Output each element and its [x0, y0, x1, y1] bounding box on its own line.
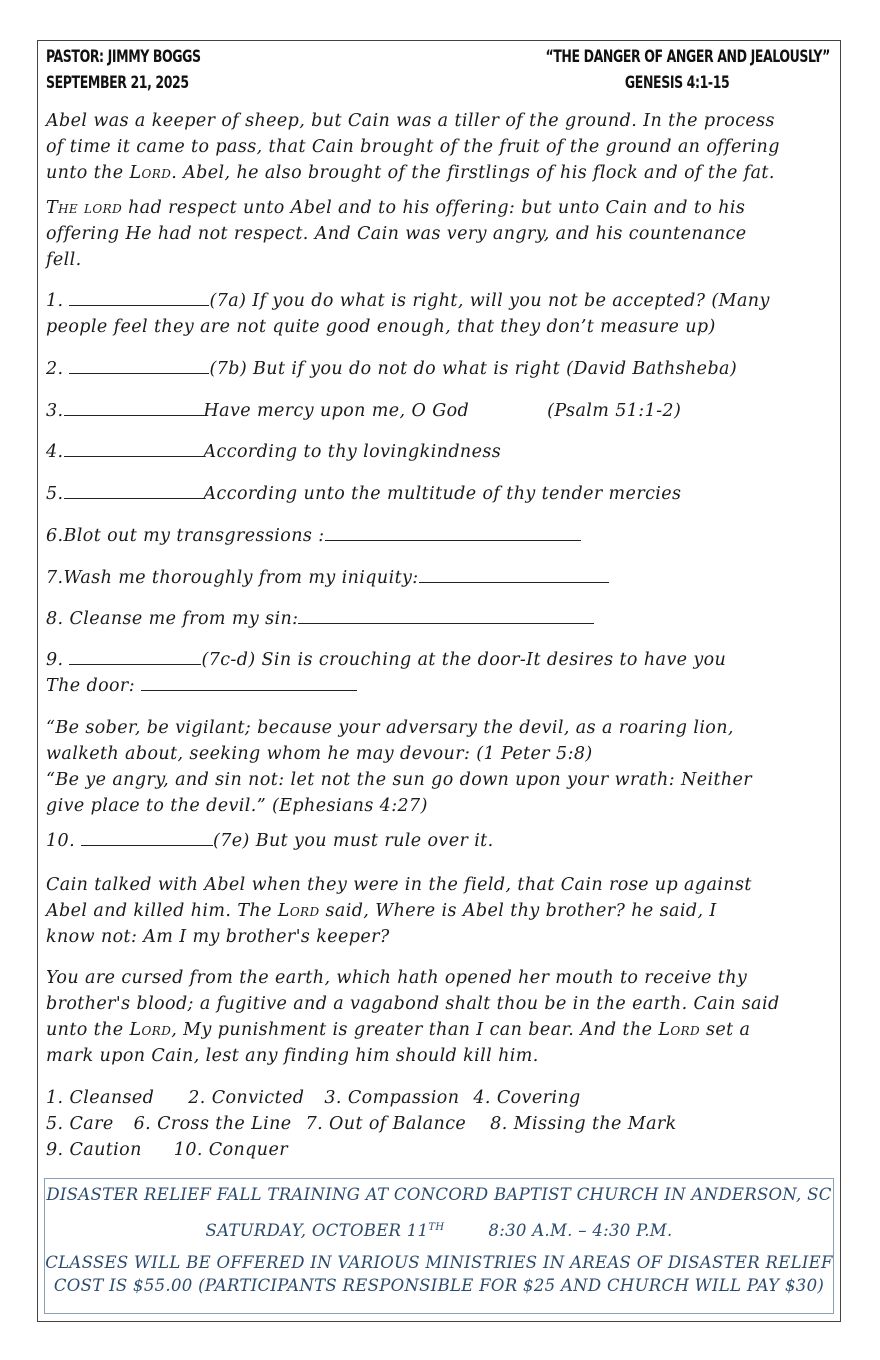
answer: 4. Covering	[473, 1088, 581, 1108]
intro-line: fell.	[46, 250, 82, 270]
quote-line: “Be sober, be vigilant; because your adversary the devil, as a roaring lion,	[46, 718, 734, 738]
answers-row-1	[46, 1085, 836, 1111]
story-line: Abel and killed him. The Lord said, Where is Abel thy brother? he said, I	[46, 901, 717, 921]
point-2: 2. (7b) But if you do not do what is right (David Bathsheba)	[46, 359, 738, 379]
quote-line: give place to the devil.” (Ephesians 4:27)	[46, 796, 428, 816]
intro-line: offering He had not respect. And Cain was very angry, and his countenance	[46, 224, 747, 244]
answer: 7. Out of Balance	[305, 1114, 467, 1134]
quote-line: walketh about, seeking whom he may devour: (1 Peter 5:8)	[46, 744, 593, 764]
point-3: 3. Have mercy upon me, O God (Psalm 51:1-2)	[46, 401, 682, 421]
story-line: know not: Am I my brother's keeper?	[46, 927, 390, 947]
fill-blank[interactable]	[81, 830, 213, 846]
point-1-cont: people feel they are not quite good enough, that they don’t measure up)	[46, 317, 716, 337]
answer: 3. Compassion	[324, 1088, 460, 1108]
fill-blank[interactable]	[141, 675, 357, 691]
fill-blank[interactable]	[298, 608, 594, 624]
answer: 8. Missing the Mark	[490, 1114, 677, 1134]
pastor-name: PASTOR: JIMMY BOGGS	[46, 47, 201, 67]
fill-blank[interactable]	[419, 567, 609, 583]
curse-line: mark upon Cain, lest any finding him should kill him.	[46, 1046, 539, 1066]
point-5: 5. According unto the multitude of thy tender mercies	[46, 484, 682, 504]
announcement-cost: COST IS $55.00 (PARTICIPANTS RESPONSIBLE FOR $25 AND CHURCH WILL PAY $30)	[53, 1276, 825, 1295]
sermon-title: “THE DANGER OF ANGER AND JEALOUSLY”	[545, 47, 830, 67]
point-8: 8. Cleanse me from my sin:	[46, 606, 836, 632]
answers-row-2	[46, 1111, 836, 1137]
announcement-date: SATURDAY, OCTOBER 11TH 8:30 A.M. – 4:30 P.M.	[205, 1221, 673, 1240]
answer: 9. Caution	[46, 1140, 142, 1160]
answer: 2. Convicted	[188, 1088, 305, 1108]
point-6: 6.Blot out my transgressions :	[46, 523, 836, 549]
point-7: 7.Wash me thoroughly from my iniquity:	[46, 565, 836, 591]
fill-blank[interactable]	[325, 525, 581, 541]
curse-line: brother's blood; a fugitive and a vagabond shalt thou be in the earth. Cain said	[46, 994, 780, 1014]
answer: 5. Care	[46, 1114, 114, 1134]
sermon-date: SEPTEMBER 21, 2025	[46, 73, 189, 93]
fill-blank[interactable]	[69, 649, 201, 665]
announcement-title: DISASTER RELIEF FALL TRAINING AT CONCORD BAPTIST CHURCH IN ANDERSON, SC	[46, 1185, 832, 1204]
point-4: 4. According to thy lovingkindness	[46, 442, 502, 462]
sermon-scripture: GENESIS 4:1-15	[624, 73, 729, 93]
answer: 1. Cleansed	[46, 1088, 155, 1108]
point-9: 9. (7c-d) Sin is crouching at the door-It desires to have you	[46, 650, 727, 670]
fill-blank[interactable]	[69, 290, 209, 306]
announcement-classes: CLASSES WILL BE OFFERED IN VARIOUS MINISTRIES IN AREAS OF DISASTER RELIEF	[45, 1253, 833, 1272]
answer: 10. Conquer	[173, 1140, 288, 1160]
point-9-door: The door:	[46, 673, 836, 699]
fill-blank[interactable]	[69, 358, 209, 374]
point-10: 10. (7e) But you must rule over it.	[46, 831, 494, 851]
fill-blank[interactable]	[64, 441, 204, 457]
quote-line: “Be ye angry, and sin not: let not the sun go down upon your wrath: Neither	[46, 770, 753, 790]
point-1: 1. (7a) If you do what is right, will you not be accepted? (Many	[46, 291, 770, 311]
answer: 6. Cross the Line	[133, 1114, 292, 1134]
intro-line: Abel was a keeper of sheep, but Cain was a tiller of the ground. In the process	[46, 111, 775, 131]
announcement-box	[44, 1178, 834, 1314]
curse-line: You are cursed from the earth, which hath opened her mouth to receive thy	[46, 968, 748, 988]
fill-blank[interactable]	[64, 400, 204, 416]
story-line: Cain talked with Abel when they were in the field, that Cain rose up against	[46, 875, 752, 895]
intro-line: The lord had respect unto Abel and to his offering: but unto Cain and to his	[46, 198, 746, 218]
intro-line: of time it came to pass, that Cain brought of the fruit of the ground an offering	[46, 137, 780, 157]
intro-line: unto the Lord. Abel, he also brought of the firstlings of his flock and of the fat.	[46, 163, 775, 183]
curse-line: unto the Lord, My punishment is greater than I can bear. And the Lord set a	[46, 1020, 751, 1040]
fill-blank[interactable]	[64, 483, 204, 499]
answers-row-3	[46, 1137, 836, 1163]
